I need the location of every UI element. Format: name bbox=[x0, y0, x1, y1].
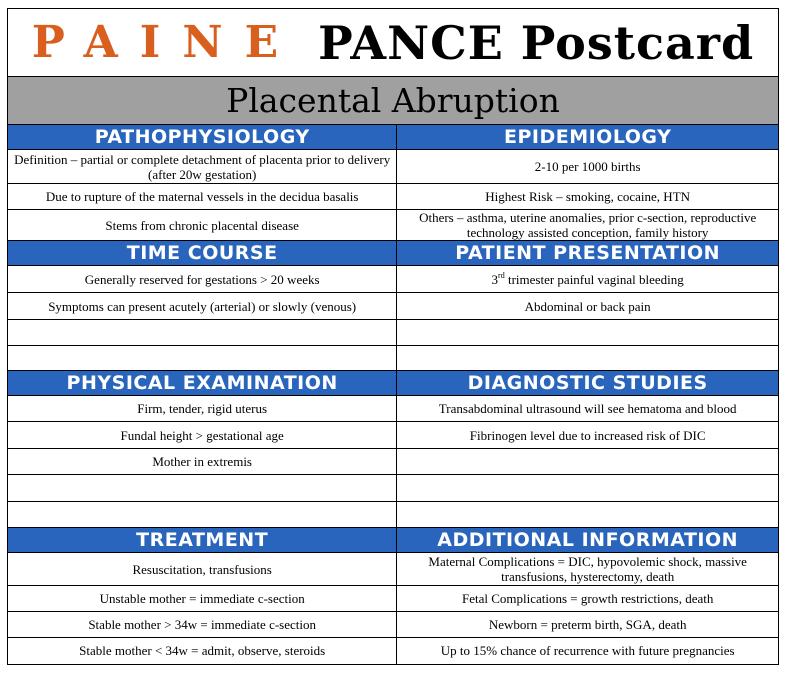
physical-exam-item bbox=[8, 502, 397, 528]
table-row bbox=[8, 293, 778, 320]
section-header-row bbox=[8, 371, 778, 396]
diagnostic-studies-item bbox=[397, 449, 778, 475]
patient-presentation-item: 3rd trimester painful vaginal bleeding bbox=[397, 266, 778, 293]
postcard bbox=[7, 8, 779, 665]
table-row bbox=[8, 586, 778, 612]
postcard-table bbox=[8, 125, 778, 664]
section-header-row bbox=[8, 241, 778, 266]
physical-exam-item: Firm, tender, rigid uterus bbox=[8, 396, 397, 422]
table-row bbox=[8, 150, 778, 184]
additional-info-item: Newborn = preterm birth, SGA, death bbox=[397, 612, 778, 638]
patient-presentation-item: Abdominal or back pain bbox=[397, 293, 778, 320]
section-heading-diagnostic-studies: DIAGNOSTIC STUDIES bbox=[397, 371, 778, 396]
section-heading-patient-presentation: PATIENT PRESENTATION bbox=[397, 241, 778, 266]
epidemiology-item: Highest Risk – smoking, cocaine, HTN bbox=[397, 184, 778, 210]
table-row bbox=[8, 553, 778, 586]
pathophysiology-item: Stems from chronic placental disease bbox=[8, 210, 397, 241]
section-heading-additional-information: ADDITIONAL INFORMATION bbox=[397, 528, 778, 553]
treatment-item: Resuscitation, transfusions bbox=[8, 553, 397, 586]
time-course-item: Generally reserved for gestations > 20 weeks bbox=[8, 266, 397, 293]
table-row bbox=[8, 210, 778, 241]
additional-info-item: Maternal Complications = DIC, hypovolemic shock, massive transfusions, hysterectomy, death bbox=[397, 553, 778, 586]
postcard-title: PANCE Postcard bbox=[318, 15, 755, 70]
section-heading-time-course: TIME COURSE bbox=[8, 241, 397, 266]
table-row bbox=[8, 475, 778, 502]
table-row bbox=[8, 184, 778, 210]
section-heading-physical-examination: PHYSICAL EXAMINATION bbox=[8, 371, 397, 396]
physical-exam-item: Fundal height > gestational age bbox=[8, 422, 397, 449]
topic-banner bbox=[8, 77, 778, 125]
table-row bbox=[8, 396, 778, 422]
physical-exam-item bbox=[8, 475, 397, 502]
time-course-item bbox=[8, 346, 397, 371]
treatment-item: Stable mother < 34w = admit, observe, steroids bbox=[8, 638, 397, 664]
time-course-item bbox=[8, 320, 397, 346]
additional-info-item: Fetal Complications = growth restrictions, death bbox=[397, 586, 778, 612]
table-row bbox=[8, 638, 778, 664]
table-row bbox=[8, 502, 778, 528]
physical-exam-item: Mother in extremis bbox=[8, 449, 397, 475]
section-header-row bbox=[8, 528, 778, 553]
brand-name: PAINE bbox=[31, 17, 301, 68]
pathophysiology-item: Due to rupture of the maternal vessels in the decidua basalis bbox=[8, 184, 397, 210]
treatment-item: Stable mother > 34w = immediate c-section bbox=[8, 612, 397, 638]
section-header-row bbox=[8, 125, 778, 150]
section-heading-treatment: TREATMENT bbox=[8, 528, 397, 553]
epidemiology-item: Others – asthma, uterine anomalies, prior c-section, reproductive technology assisted conception, family history bbox=[397, 210, 778, 241]
diagnostic-studies-item: Transabdominal ultrasound will see hematoma and blood bbox=[397, 396, 778, 422]
additional-info-item: Up to 15% chance of recurrence with future pregnancies bbox=[397, 638, 778, 664]
pathophysiology-item: Definition – partial or complete detachment of placenta prior to delivery (after 20w gestation) bbox=[8, 150, 397, 184]
section-heading-pathophysiology: PATHOPHYSIOLOGY bbox=[8, 125, 397, 150]
diagnostic-studies-item bbox=[397, 475, 778, 502]
section-heading-epidemiology: EPIDEMIOLOGY bbox=[397, 125, 778, 150]
table-row bbox=[8, 346, 778, 371]
epidemiology-item: 2-10 per 1000 births bbox=[397, 150, 778, 184]
table-row bbox=[8, 266, 778, 293]
diagnostic-studies-item: Fibrinogen level due to increased risk of DIC bbox=[397, 422, 778, 449]
table-row bbox=[8, 449, 778, 475]
topic-title: Placental Abruption bbox=[226, 81, 560, 120]
patient-presentation-item bbox=[397, 320, 778, 346]
table-row bbox=[8, 422, 778, 449]
table-row bbox=[8, 612, 778, 638]
treatment-item: Unstable mother = immediate c-section bbox=[8, 586, 397, 612]
time-course-item: Symptoms can present acutely (arterial) or slowly (venous) bbox=[8, 293, 397, 320]
diagnostic-studies-item bbox=[397, 502, 778, 528]
patient-presentation-item bbox=[397, 346, 778, 371]
title-banner bbox=[8, 9, 778, 77]
table-row bbox=[8, 320, 778, 346]
